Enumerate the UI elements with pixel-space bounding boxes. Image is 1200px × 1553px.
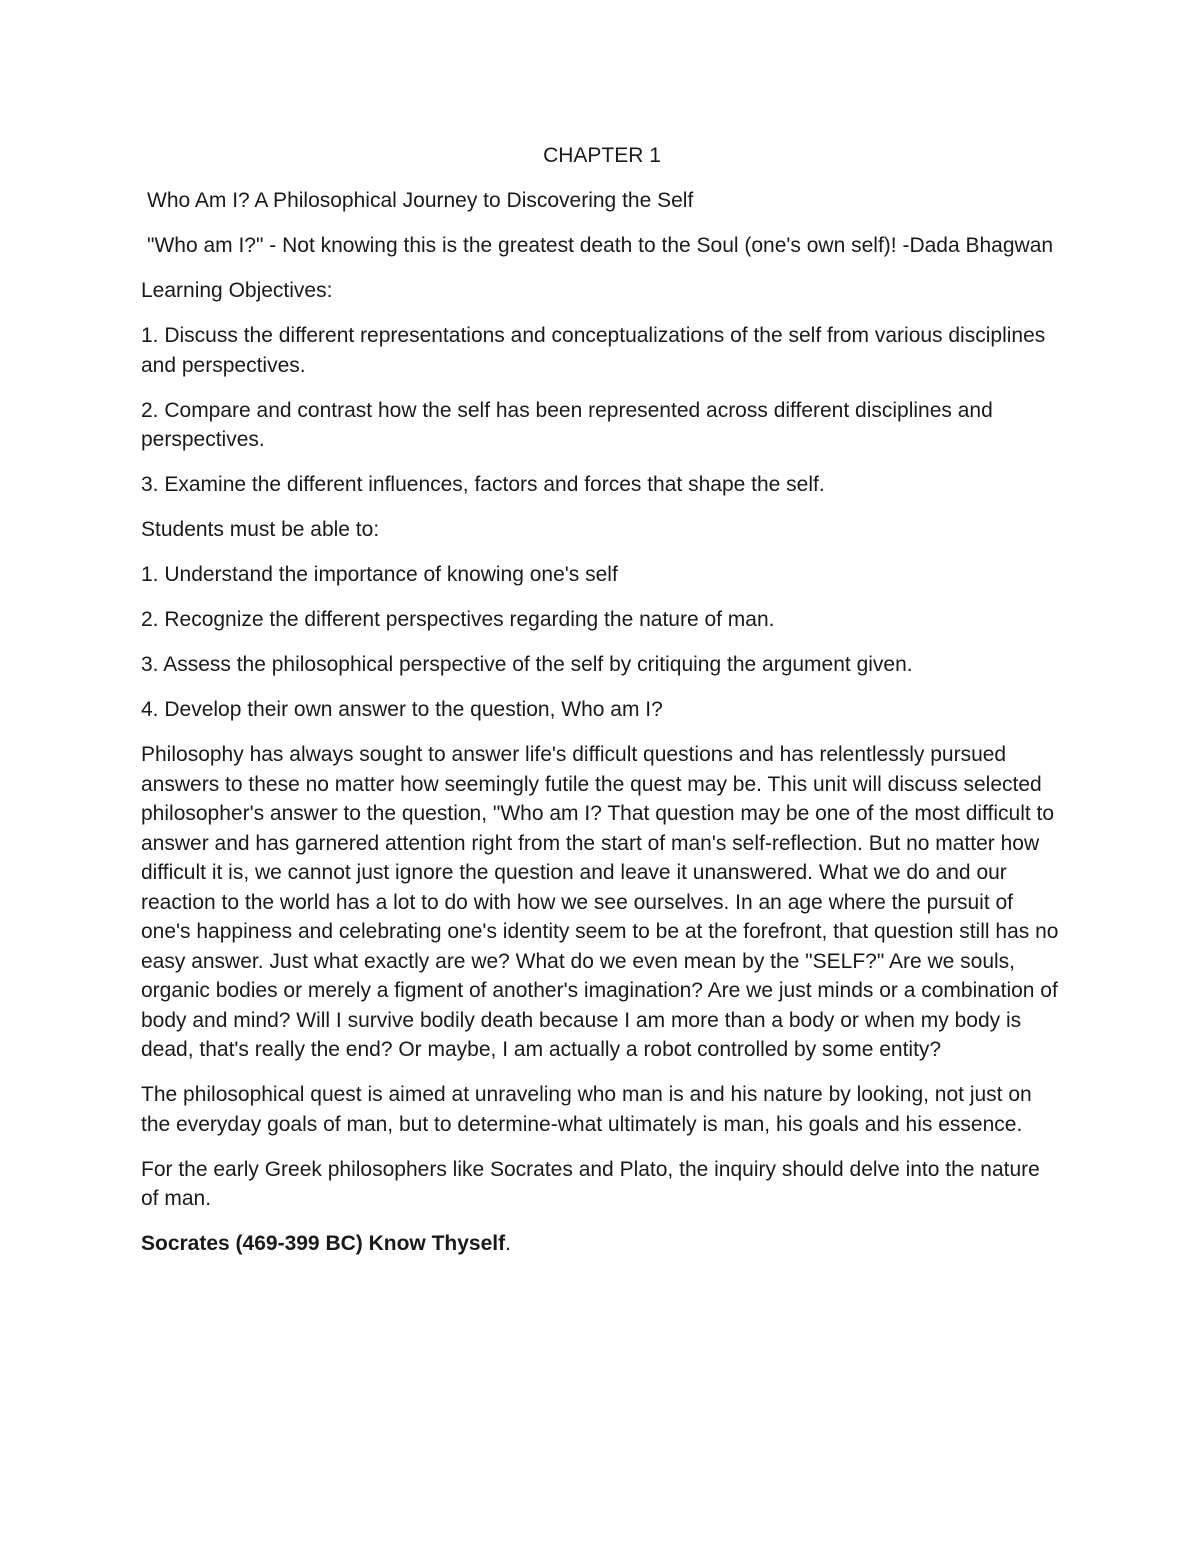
student-outcome-item: 3. Assess the philosophical perspective of the self by critiquing the argument given. — [141, 653, 913, 676]
learning-objective-item: 2. Compare and contrast how the self has been represented across different disciplines and perspectives. — [141, 398, 993, 451]
body-paragraph: The philosophical quest is aimed at unraveling who man is and his nature by looking, not just on the everyday goals of man, but to determine-what ultimately is man, his goals and his essence. — [141, 1083, 1032, 1136]
body-paragraph: Philosophy has always sought to answer life's difficult questions and has relentlessly pursued answers to these no matter how seemingly futile the quest may be. This unit will discuss selected philosopher's answer to the question, "Who am I? That question may be one of the most difficult to answer and has garnered attention right from the start of man's self-reflection. But no matter how difficult it is, we cannot just ignore the question and leave it unanswered. What we do and our reaction to the world has a lot to do with how we see ourselves. In an age where the pursuit of one's happiness and celebrating one's identity seem to be at the forefront, that question still has no easy answer. Just what exactly are we? What do we even mean by the "SELF?" Are we souls, organic bodies or merely a figment of another's imagination? Are we just minds or a combination of body and mind? Will I survive bodily death because I am more than a body or when my body is dead, that's really the end? Or maybe, I am actually a robot controlled by some entity? — [141, 743, 1059, 1061]
body-paragraph: For the early Greek philosophers like Socrates and Plato, the inquiry should delve into the nature of man. — [141, 1157, 1040, 1210]
learning-objectives-heading: Learning Objectives: — [141, 279, 333, 302]
document-body — [141, 141, 1063, 1274]
student-outcome-item: 4. Develop their own answer to the question, Who am I? — [141, 698, 663, 721]
section-heading — [141, 1229, 1063, 1259]
section-heading-period: . — [505, 1232, 511, 1255]
student-outcome-item: 2. Recognize the different perspectives regarding the nature of man. — [141, 608, 775, 631]
learning-objective-item: 3. Examine the different influences, factors and forces that shape the self. — [141, 473, 825, 496]
chapter-title: CHAPTER 1 — [543, 144, 661, 167]
section-heading-text: Socrates (469-399 BC) Know Thyself — [141, 1232, 506, 1255]
students-heading: Students must be able to: — [141, 518, 380, 541]
student-outcome-item: 1. Understand the importance of knowing one's self — [141, 563, 618, 586]
chapter-subtitle: Who Am I? A Philosophical Journey to Discovering the Self — [147, 189, 694, 212]
epigraph-quote: "Who am I?" - Not knowing this is the greatest death to the Soul (one's own self)! -Dada Bhagwan — [147, 234, 1054, 257]
learning-objective-item: 1. Discuss the different representations and conceptualizations of the self from various disciplines and perspectives. — [141, 324, 1046, 377]
